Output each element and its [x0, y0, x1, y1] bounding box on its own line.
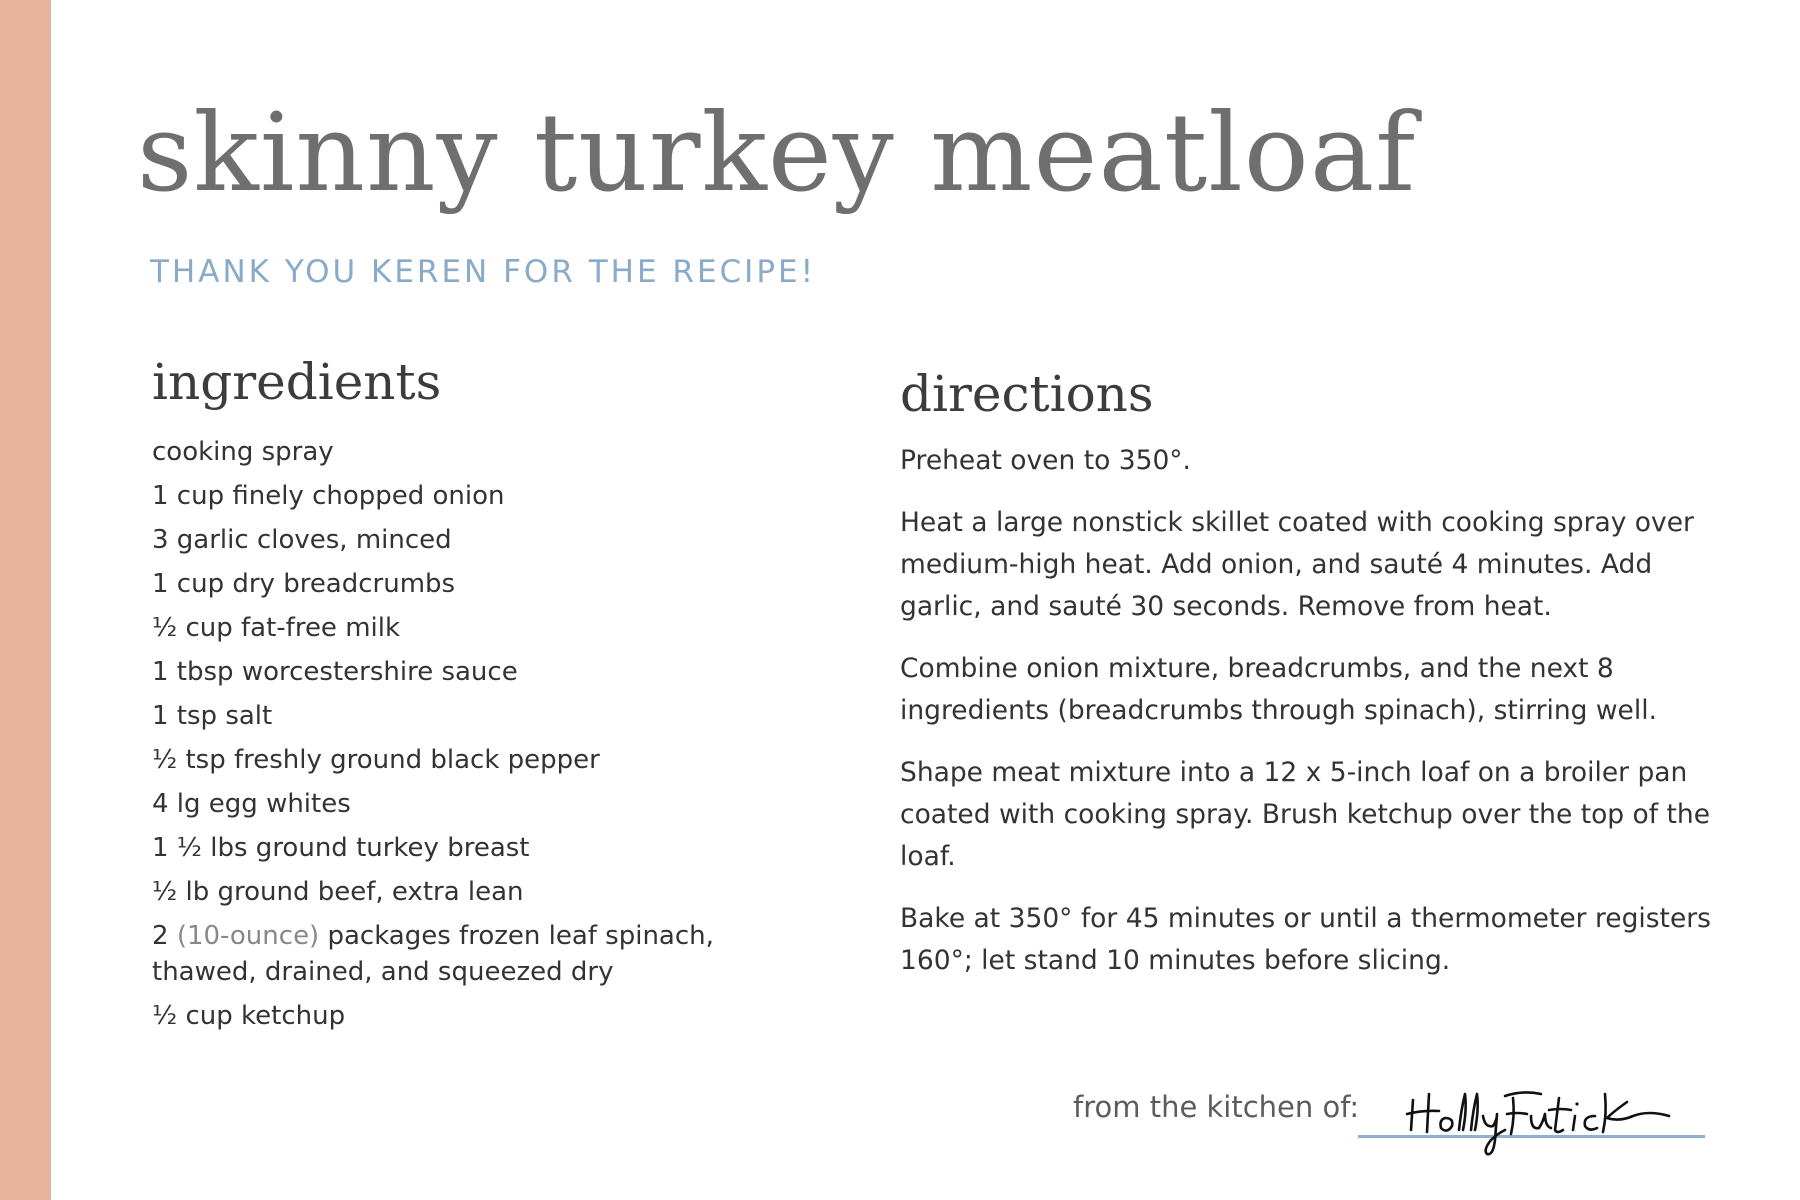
ingredient-item: 1 tsp salt	[152, 701, 273, 731]
directions-section	[900, 364, 1740, 1002]
handwritten-signature-icon	[1405, 1080, 1675, 1160]
footer	[1073, 1090, 1359, 1128]
spinach-quantity: 2	[152, 921, 177, 951]
ingredient-item: 1 cup dry breadcrumbs	[152, 569, 456, 599]
ingredient-item: 1 tbsp worcestershire sauce	[152, 657, 518, 687]
ingredient-item: 4 lg egg whites	[152, 789, 351, 819]
directions-heading: directions	[900, 365, 1154, 423]
direction-step: Preheat oven to 350°.	[900, 445, 1191, 476]
ingredient-item: 1 ½ lbs ground turkey breast	[152, 833, 530, 863]
ingredients-list	[152, 434, 792, 1034]
direction-step: Bake at 350° for 45 minutes or until a thermometer registers 160°; let stand 10 minutes before slicing.	[900, 903, 1711, 976]
direction-step: Shape meat mixture into a 12 x 5-inch loaf on a broiler pan coated with cooking spray. Brush ketchup over the top of the loaf.	[900, 757, 1710, 872]
directions-steps	[900, 440, 1740, 982]
from-kitchen-label: from the kitchen of:	[1073, 1090, 1360, 1124]
ingredient-item-spinach	[152, 918, 792, 990]
side-accent-stripe	[0, 0, 51, 1200]
ingredients-section	[152, 352, 792, 1042]
ingredients-heading: ingredients	[152, 353, 442, 411]
ingredient-item: ½ cup fat-free milk	[152, 613, 401, 643]
ingredient-item: ½ lb ground beef, extra lean	[152, 877, 524, 907]
ingredient-item: ½ tsp freshly ground black pepper	[152, 745, 600, 775]
spinach-size-note: (10-ounce)	[176, 921, 320, 951]
recipe-subtitle: THANK YOU KEREN FOR THE RECIPE!	[150, 254, 817, 290]
ingredient-item: 1 cup finely chopped onion	[152, 481, 505, 511]
direction-step: Combine onion mixture, breadcrumbs, and the next 8 ingredients (breadcrumbs through spinach), stirring well.	[900, 653, 1657, 726]
recipe-title: skinny turkey meatloaf	[137, 91, 1417, 216]
spinach-description: packages frozen leaf spinach, thawed, drained, and squeezed dry	[152, 921, 714, 987]
direction-step: Heat a large nonstick skillet coated with cooking spray over medium-high heat. Add onion, and sauté 4 minutes. Add garlic, and sauté 30 seconds. Remove from heat.	[900, 507, 1694, 622]
ingredient-item: ½ cup ketchup	[152, 1001, 346, 1031]
ingredient-item: 3 garlic cloves, minced	[152, 525, 452, 555]
ingredient-item: cooking spray	[152, 437, 334, 467]
